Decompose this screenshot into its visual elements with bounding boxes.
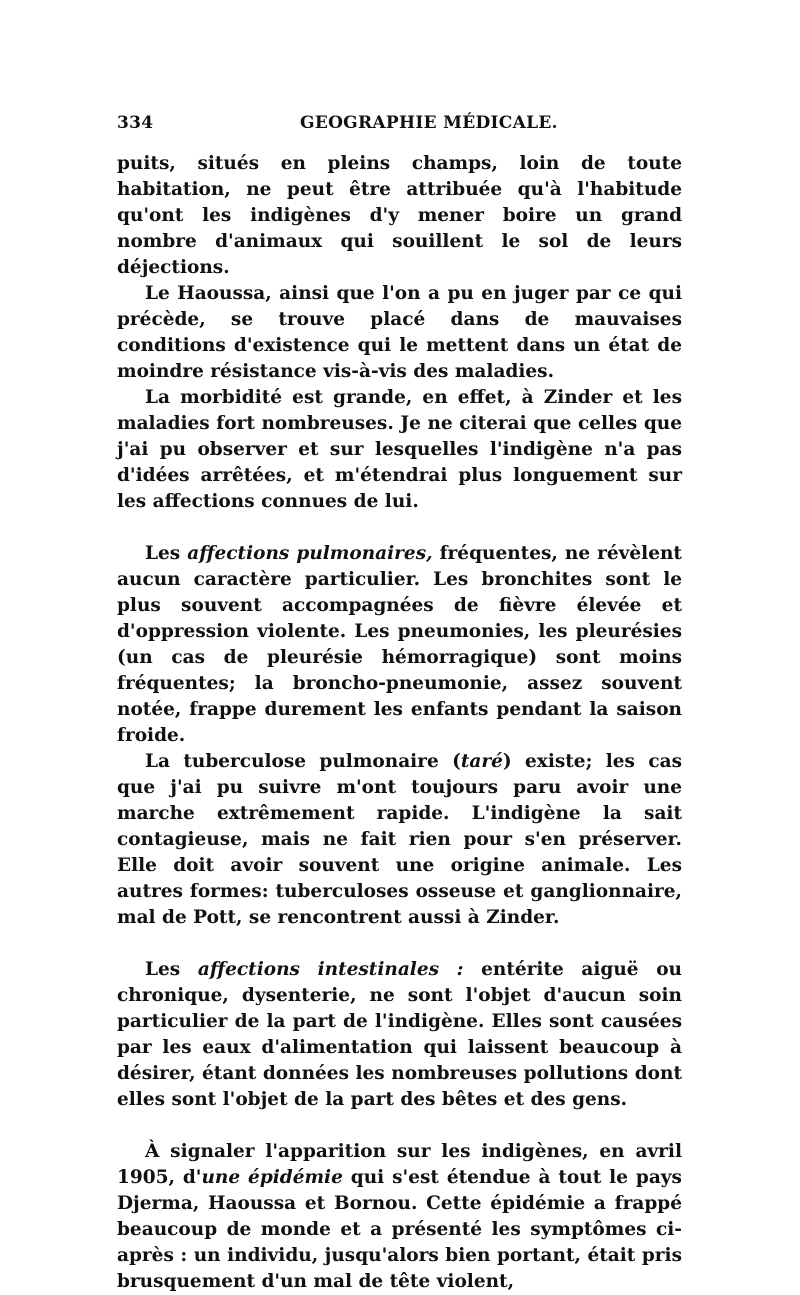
paragraph-text-lead: Les [145, 543, 188, 564]
paragraph-text-rest: entérite aiguë ou chronique, dysenterie, ne sont l'objet d'aucun soin particulier de la part de l'indigène. Elles sont causées par les eaux d'alimentation qui laissent beaucoup à désirer, étant données les nombreuses pollutions dont elles sont l'objet de la part des bêtes et des gens. [117, 959, 683, 1110]
book-page [117, 113, 682, 1295]
paragraph-tuberculose [117, 749, 682, 931]
paragraph-affections-intestinales [117, 957, 682, 1113]
running-header [117, 113, 682, 143]
paragraph-text-rest: ) existe; les cas que j'ai pu suivre m'ont toujours paru avoir une marche extrêmement rapide. L'indigène la sait contagieuse, mais ne fait rien pour s'en préserver. Elle doit avoir souvent une origine animale. Les autres formes: tuberculoses osseuse et ganglionnaire, mal de Pott, se rencontrent aussi à Zinder. [117, 751, 682, 928]
emphasized-term: affections pulmonaires, [187, 543, 433, 564]
paragraph-text-rest: qui s'est étendue à tout le pays Djerma, Haoussa et Bornou. Cette épidémie a frappé beaucoup de monde et a présenté les symptômes ci-après : un individu, jusqu'alors bien portant, était pris brusquement d'un mal de tête violent, [117, 1167, 682, 1292]
paragraph-text-lead: Les [145, 959, 198, 980]
paragraph-epidemie [117, 1139, 682, 1295]
emphasized-term: une épidémie [201, 1167, 343, 1188]
paragraph-text-lead: La tuberculose pulmonaire ( [145, 751, 461, 772]
paragraph-morbidite: La morbidité est grande, en effet, à Zinder et les maladies fort nombreuses. Je ne citerai que celles que j'ai pu observer et sur lesquelles l'indigène n'a pas d'idées arrêtées, et m'étendrai plus longuement sur les affections connues de lui. [117, 387, 682, 512]
paragraph-text-rest: fréquentes, ne révèlent aucun caractère particulier. Les bronchites sont le plus souvent accompagnées de fièvre élevée et d'oppression violente. Les pneumonies, les pleurésies (un cas de pleurésie hémorragique) sont moins fréquentes; la broncho-pneumonie, assez souvent notée, frappe durement les enfants pendant la saison froide. [117, 543, 682, 746]
body-text [117, 151, 682, 1295]
running-title: GEOGRAPHIE MÉDICALE. [300, 113, 558, 133]
page-number: 334 [117, 113, 154, 133]
emphasized-term: affections intestinales : [197, 959, 464, 980]
paragraph-affections-pulmonaires [117, 541, 682, 749]
paragraph-text-lead: À signaler l'apparition sur les indigènes, en avril 1905, d' [117, 1141, 682, 1188]
paragraph-haoussa: Le Haoussa, ainsi que l'on a pu en juger par ce qui précède, se trouve placé dans de mauvaises conditions d'existence qui le mettent dans un état de moindre résistance vis-à-vis des maladies. [117, 283, 682, 382]
emphasized-term: taré [460, 751, 503, 772]
paragraph-puits: puits, situés en pleins champs, loin de toute habitation, ne peut être attribuée qu'à l'habitude qu'ont les indigènes d'y mener boire un grand nombre d'animaux qui souillent le sol de leurs déjections. [117, 153, 682, 278]
